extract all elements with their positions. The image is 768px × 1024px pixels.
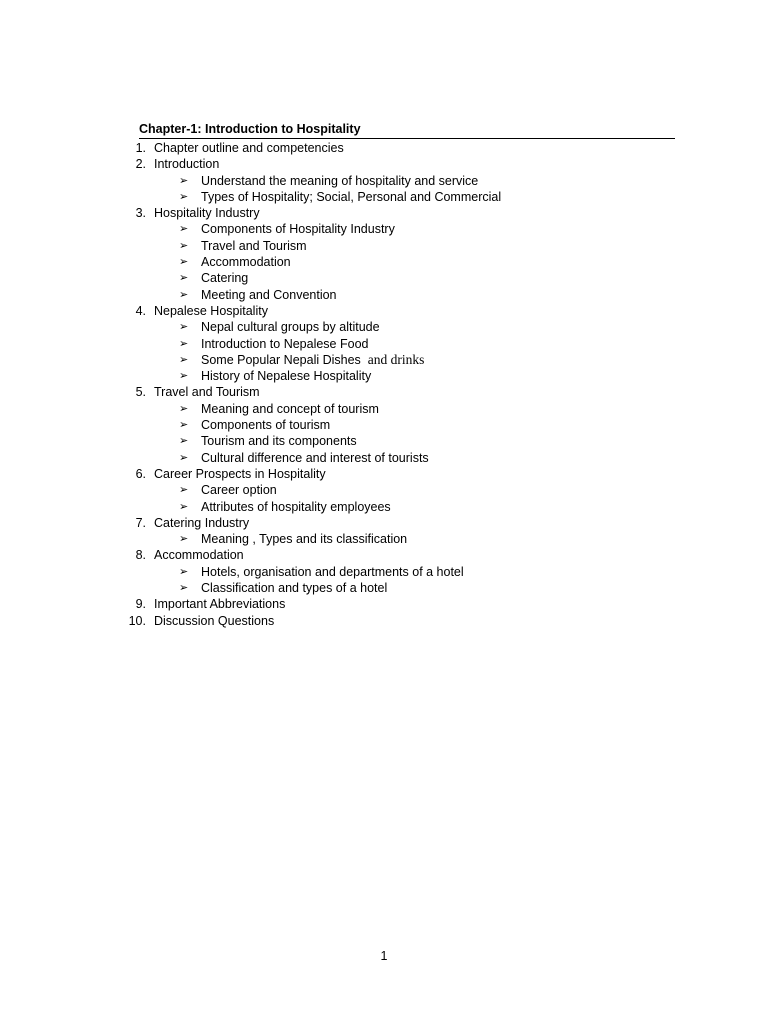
arrow-bullet-icon: ➢: [179, 500, 189, 513]
outline-item-text: Discussion Questions: [154, 613, 275, 628]
outline-item-number: 10.: [128, 613, 146, 628]
outline-subitem-text: [201, 352, 424, 368]
outline-subitem-label: Components of tourism: [201, 418, 331, 433]
outline-subitem: [0, 564, 768, 580]
outline-subitem-text: [201, 401, 379, 417]
outline-subitem-label: Cultural difference and interest of tourists: [201, 450, 429, 465]
outline-subitem-label: Meaning and concept of tourism: [201, 401, 379, 416]
outline-item-text: Career Prospects in Hospitality: [154, 466, 326, 481]
outline-subitem: [0, 189, 768, 205]
outline-subitem-label: Introduction to Nepalese Food: [201, 336, 369, 351]
outline-item: [0, 547, 768, 563]
outline-subitem-text: [201, 499, 391, 515]
outline-subitem-label: Attributes of hospitality employees: [201, 499, 391, 514]
outline-subitem-label: Classification and types of a hotel: [201, 581, 388, 596]
chapter-title: Chapter-1: Introduction to Hospitality: [139, 121, 675, 139]
outline-subitem-label: Meeting and Convention: [201, 287, 337, 302]
outline-item: [0, 613, 768, 629]
outline-item: [0, 384, 768, 400]
outline-item-number: 4.: [135, 303, 146, 318]
outline-item-text: Accommodation: [154, 548, 244, 563]
outline-item-text: Hospitality Industry: [154, 206, 260, 221]
outline-item-number: 9.: [135, 597, 146, 612]
arrow-bullet-icon: ➢: [179, 239, 189, 252]
outline-item-number: 7.: [135, 515, 146, 530]
outline-item: [0, 140, 768, 156]
outline-subitem: [0, 352, 768, 368]
outline-subitem: [0, 173, 768, 189]
outline-subitem-text: [201, 450, 429, 466]
outline-subitem-label-tail: and drinks: [367, 351, 425, 367]
outline-subitem: [0, 221, 768, 237]
outline-subitem: [0, 580, 768, 596]
outline-item-text: Travel and Tourism: [154, 385, 260, 400]
outline-item-number: 8.: [135, 548, 146, 563]
outline-item: [0, 156, 768, 172]
arrow-bullet-icon: ➢: [179, 337, 189, 350]
outline-item-text: Catering Industry: [154, 515, 250, 530]
outline-subitem-label: Tourism and its components: [201, 434, 357, 449]
outline-subitem-label: Travel and Tourism: [201, 238, 307, 253]
arrow-bullet-icon: ➢: [179, 370, 189, 383]
arrow-bullet-icon: ➢: [179, 256, 189, 269]
arrow-bullet-icon: ➢: [179, 533, 189, 546]
outline-subitem: [0, 433, 768, 449]
outline-subitem: [0, 531, 768, 547]
outline-subitem-text: [201, 270, 248, 286]
outline-subitem-text: [201, 580, 387, 596]
outline-subitem-text: [201, 221, 395, 237]
outline-subitem-label: Understand the meaning of hospitality and service: [201, 173, 479, 188]
arrow-bullet-icon: ➢: [179, 451, 189, 464]
outline-item-number: 6.: [135, 466, 146, 481]
outline-item: [0, 303, 768, 319]
outline-subitem: [0, 336, 768, 352]
arrow-bullet-icon: ➢: [179, 272, 189, 285]
outline-subitem: [0, 319, 768, 335]
outline-subitem: [0, 254, 768, 270]
outline-item: [0, 205, 768, 221]
outline-subitem-label: Meaning , Types and its classification: [201, 532, 408, 547]
chapter-outline-list: [0, 140, 768, 629]
outline-subitem-text: [201, 189, 501, 205]
outline-subitem: [0, 417, 768, 433]
outline-item: [0, 466, 768, 482]
outline-item-number: 2.: [135, 157, 146, 172]
arrow-bullet-icon: ➢: [179, 565, 189, 578]
outline-subitem: [0, 450, 768, 466]
outline-subitem-text: [201, 564, 464, 580]
outline-subitem-text: [201, 417, 330, 433]
outline-subitem-text: [201, 238, 307, 254]
outline-subitem: [0, 270, 768, 286]
outline-subitem-label: Catering: [201, 271, 249, 286]
arrow-bullet-icon: ➢: [179, 353, 189, 366]
arrow-bullet-icon: ➢: [179, 223, 189, 236]
outline-item-text: Important Abbreviations: [154, 597, 286, 612]
outline-item-number: 3.: [135, 206, 146, 221]
outline-subitem: [0, 401, 768, 417]
arrow-bullet-icon: ➢: [179, 174, 189, 187]
arrow-bullet-icon: ➢: [179, 190, 189, 203]
outline-subitem: [0, 287, 768, 303]
page-number: 1: [380, 949, 388, 963]
outline-subitem: [0, 499, 768, 515]
outline-item-text: Introduction: [154, 157, 220, 172]
outline-item: [0, 596, 768, 612]
outline-item-text: Chapter outline and competencies: [154, 141, 344, 155]
outline-subitem: [0, 482, 768, 498]
outline-subitem-text: [201, 482, 277, 498]
outline-subitem-text: [201, 254, 291, 270]
outline-subitem-label: Nepal cultural groups by altitude: [201, 320, 380, 335]
arrow-bullet-icon: ➢: [179, 582, 189, 595]
outline-subitem-label: Some Popular Nepali Dishes: [201, 352, 361, 367]
arrow-bullet-icon: ➢: [179, 321, 189, 334]
outline-subitem-label: Hotels, organisation and departments of a hotel: [201, 564, 464, 579]
outline-subitem-label: Career option: [201, 483, 277, 498]
outline-item-text: Nepalese Hospitality: [154, 303, 268, 318]
outline-subitem-text: [201, 433, 357, 449]
outline-subitem-text: [201, 531, 407, 547]
arrow-bullet-icon: ➢: [179, 288, 189, 301]
outline-item-number: 5.: [135, 385, 146, 400]
arrow-bullet-icon: ➢: [179, 484, 189, 497]
outline-subitem-label: Components of Hospitality Industry: [201, 222, 395, 237]
outline-item: [0, 515, 768, 531]
outline-subitem-text: [201, 336, 368, 352]
outline-subitem-text: [201, 368, 371, 384]
arrow-bullet-icon: ➢: [179, 419, 189, 432]
arrow-bullet-icon: ➢: [179, 435, 189, 448]
outline-subitem-text: [201, 173, 478, 189]
outline-subitem-label: Accommodation: [201, 255, 291, 270]
outline-subitem: [0, 238, 768, 254]
outline-subitem-label: History of Nepalese Hospitality: [201, 369, 372, 384]
outline-subitem: [0, 368, 768, 384]
arrow-bullet-icon: ➢: [179, 402, 189, 415]
outline-item-number: 1.: [135, 141, 146, 155]
outline-subitem-text: [201, 319, 380, 335]
outline-subitem-text: [201, 287, 337, 303]
outline-subitem-label: Types of Hospitality; Social, Personal and Commercial: [201, 189, 502, 204]
